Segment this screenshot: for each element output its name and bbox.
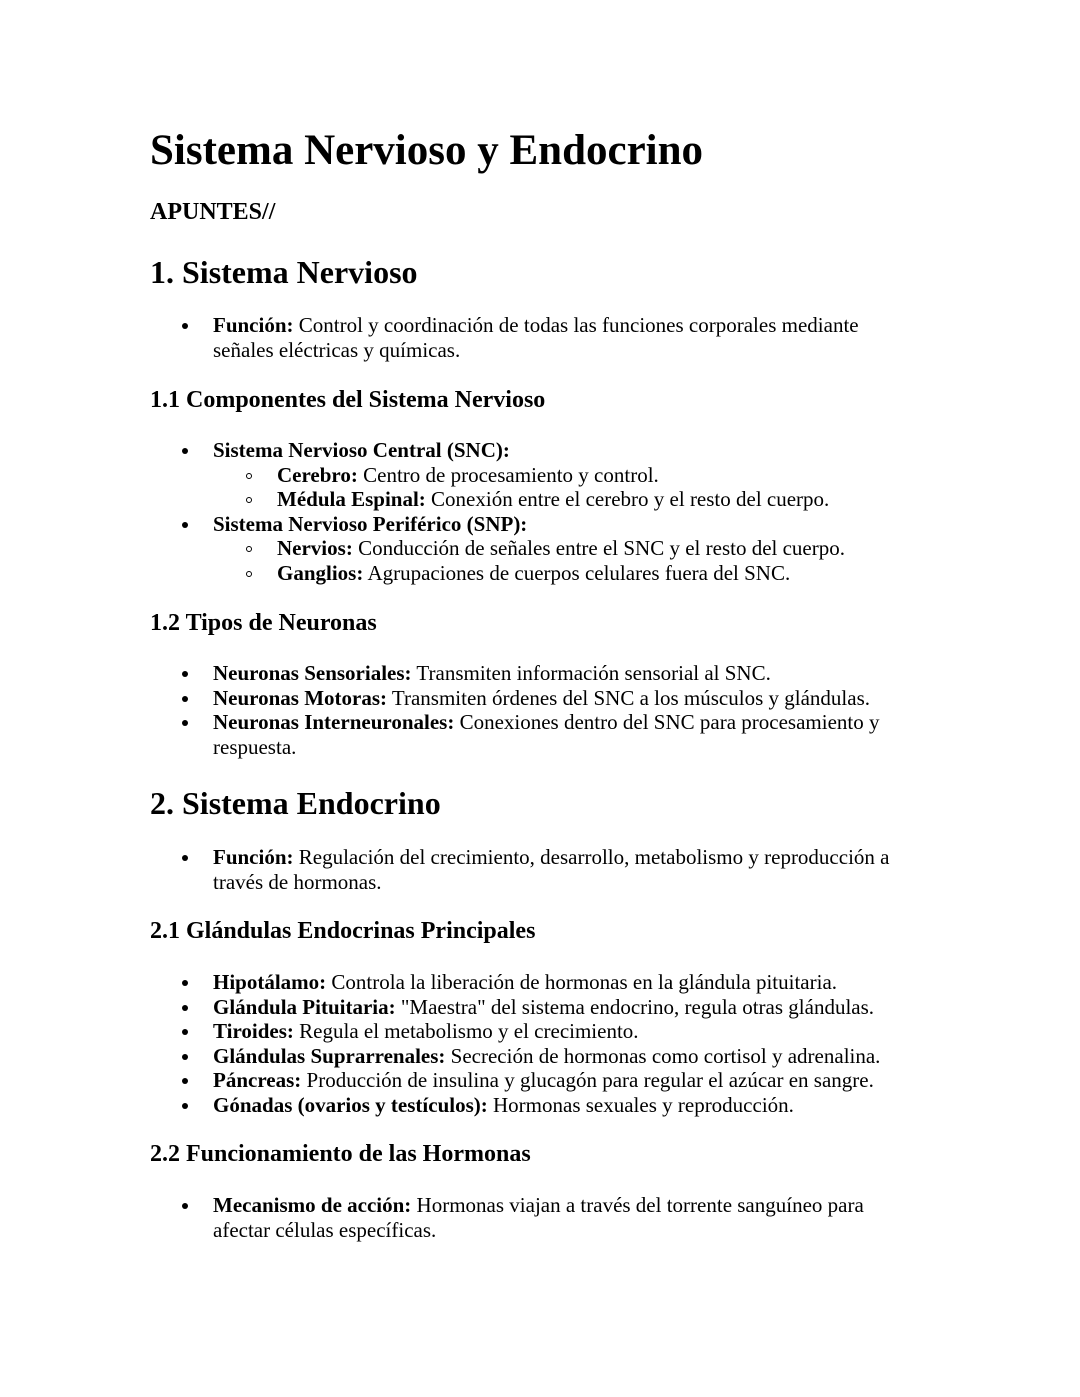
list-item — [150, 1193, 893, 1242]
section-heading-sistema-nervioso: 1. Sistema Nervioso — [150, 254, 418, 290]
item-label: Sistema Nervioso Periférico (SNP): — [213, 511, 528, 536]
list-funcion-nervioso — [150, 313, 910, 362]
list-item — [150, 512, 910, 537]
list-componentes — [150, 438, 910, 586]
list-funcionamiento — [150, 1193, 910, 1242]
item-label: Neuronas Interneuronales: — [213, 710, 455, 735]
item-text: Regula el metabolismo y el crecimiento. — [293, 1019, 639, 1044]
list-item — [150, 1044, 910, 1069]
item-text: Agrupaciones de cuerpos celulares fuera del SNC. — [363, 560, 791, 585]
item-text: Hormonas sexuales y reproducción. — [487, 1092, 794, 1117]
list-subitem — [150, 463, 910, 488]
list-item — [150, 970, 910, 995]
section-heading-sistema-endocrino: 2. Sistema Endocrino — [150, 785, 441, 821]
item-label: Nervios: — [277, 536, 353, 561]
list-subitem — [150, 487, 910, 512]
item-label: Función: — [213, 845, 294, 869]
item-label: Neuronas Sensoriales: — [213, 661, 412, 685]
subsection-heading-tipos-neuronas: 1.2 Tipos de Neuronas — [150, 610, 377, 636]
list-tipos-neuronas — [150, 661, 910, 759]
item-label: Glándulas Suprarrenales: — [213, 1043, 446, 1068]
page-title: Sistema Nervioso y Endocrino — [150, 127, 704, 174]
item-text: Hormonas viajan a través del torrente sanguíneo para afectar células específicas. — [213, 1193, 864, 1242]
list-item — [150, 845, 903, 894]
item-label: Gónadas (ovarios y testículos): — [213, 1092, 488, 1117]
item-label: Páncreas: — [213, 1068, 302, 1093]
list-item — [150, 1019, 910, 1044]
list-subitem — [150, 561, 910, 586]
item-text: Control y coordinación de todas las funciones corporales mediante señales eléctricas y químicas. — [213, 313, 859, 362]
item-label: Función: — [213, 313, 294, 337]
item-text: Transmiten órdenes del SNC a los músculos y glándulas. — [387, 685, 870, 710]
subsection-heading-funcionamiento: 2.2 Funcionamiento de las Hormonas — [150, 1141, 531, 1167]
subsection-heading-componentes: 1.1 Componentes del Sistema Nervioso — [150, 387, 546, 413]
list-glandulas — [150, 970, 910, 1118]
item-label: Médula Espinal: — [277, 487, 426, 512]
item-text: Controla la liberación de hormonas en la glándula pituitaria. — [326, 970, 838, 994]
item-label: Mecanismo de acción: — [213, 1193, 412, 1217]
list-subitem — [150, 536, 910, 561]
item-text: Centro de procesamiento y control. — [357, 462, 659, 487]
item-label: Glándula Pituitaria: — [213, 994, 396, 1019]
item-label: Ganglios: — [277, 560, 364, 585]
list-item — [150, 1093, 910, 1118]
list-item — [150, 438, 910, 463]
list-item — [150, 1068, 910, 1093]
list-item — [150, 686, 910, 711]
item-label: Tiroides: — [213, 1019, 294, 1044]
item-text: Regulación del crecimiento, desarrollo, metabolismo y reproducción a través de hormonas. — [213, 845, 890, 894]
item-label: Hipotálamo: — [213, 970, 327, 994]
item-label: Neuronas Motoras: — [213, 685, 388, 710]
list-item — [150, 661, 910, 686]
item-text: Conducción de señales entre el SNC y el resto del cuerpo. — [352, 536, 845, 561]
item-text: "Maestra" del sistema endocrino, regula otras glándulas. — [395, 994, 875, 1019]
subsection-heading-glandulas: 2.1 Glándulas Endocrinas Principales — [150, 918, 536, 944]
item-text: Conexiones dentro del SNC para procesamiento y respuesta. — [213, 710, 880, 759]
item-label: Cerebro: — [277, 462, 358, 487]
item-text: Transmiten información sensorial al SNC. — [411, 661, 771, 685]
list-item — [150, 995, 910, 1020]
item-text: Secreción de hormonas como cortisol y adrenalina. — [445, 1043, 881, 1068]
item-text: Producción de insulina y glucagón para regular el azúcar en sangre. — [301, 1068, 874, 1093]
item-text: Conexión entre el cerebro y el resto del cuerpo. — [425, 487, 830, 512]
list-item — [150, 313, 873, 362]
list-item — [150, 710, 893, 759]
subtitle: APUNTES// — [150, 199, 276, 225]
item-label: Sistema Nervioso Central (SNC): — [213, 438, 510, 462]
list-funcion-endocrino — [150, 845, 910, 894]
